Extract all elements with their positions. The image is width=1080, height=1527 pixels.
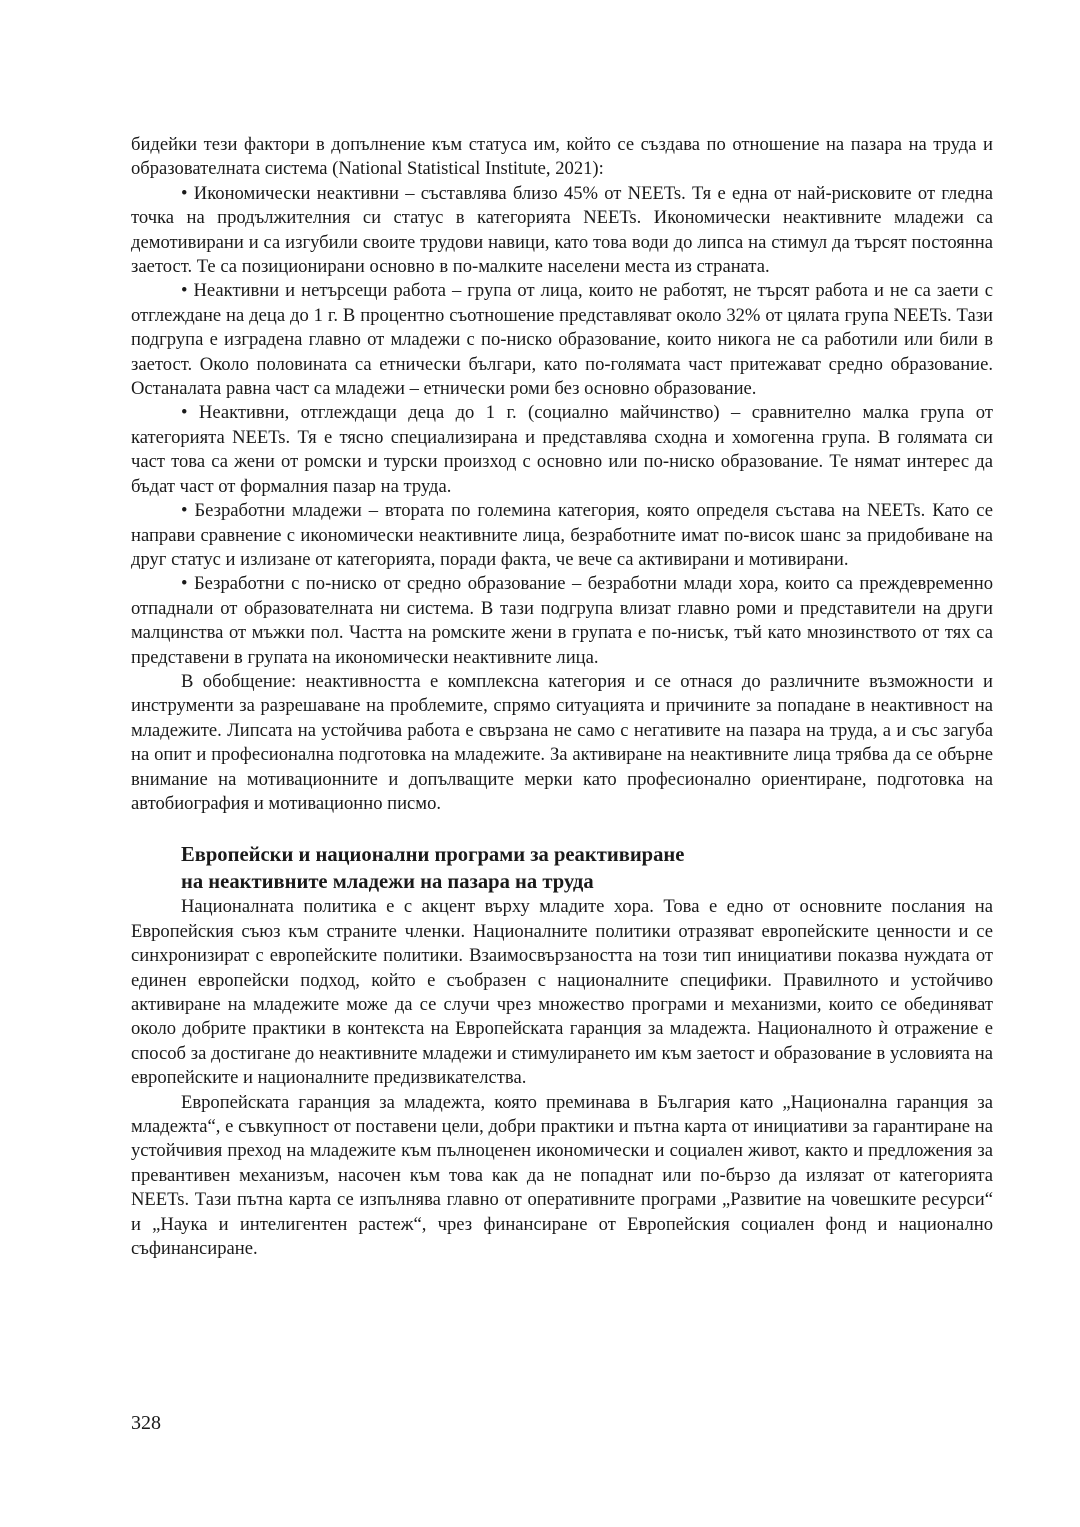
page-number: 328 bbox=[131, 1412, 161, 1434]
paragraph-intro: бидейки тези фактори в допълнение към статуса им, който се създава по отношение на пазара на труда и образователната система (National Statistical Institute, 2021): bbox=[131, 134, 993, 180]
paragraph-economically-inactive: • Икономически неактивни – съставлява близо 45% от NEETs. Тя е една от най-рисковите от гледна точка на продължителния си статус в категорията NEETs. Икономически неактивните младежи са демотивирани и са изгубили своите трудови навици, като това води до липса на стимул да търсят постоянна заетост. Те са позиционирани основно в по-малките населени места из страната. bbox=[131, 182, 993, 278]
paragraph-unemployed-youth: • Безработни младежи – втората по големина категория, която определя състава на NEETs. Като се направи сравнение с икономически неактивните лица, безработните имат по-висок шанс за придобиване на друг статус и излизане от категорията, поради факта, че вече са активирани и мотивирани. bbox=[131, 500, 993, 570]
section-heading-line-1: Европейски и национални програми за реактивиране bbox=[181, 844, 685, 867]
paragraph-youth-guarantee: Европейската гаранция за младежта, която преминава в България като „Национална гаранция за младежта“, е съвкупност от поставени цели, добри практики и пътна карта от инициативи за гарантиране на устойчивия преход на младежите към пълноценен икономически и социален живот, както и предложения за превантивен механизъм, насочен към това как да не попаднат или по-бързо да излязат от категорията NEETs. Тази пътна карта се изпълнява главно от оперативните програми „Развитие на човешките ресурси“ и „Наука и интелигентен растеж“, чрез финансиране от Европейския социален фонд и национално съфинансиране. bbox=[131, 1091, 993, 1260]
section-heading-line-2: на неактивните младежи на пазара на труда bbox=[181, 870, 594, 893]
paragraph-national-policy: Националната политика е с акцент върху младите хора. Това е едно от основните послания на Европейския съюз към страните членки. Националните политики отразяват европейските ценности и се синхронизират с европейските политики. Взаимосвързаността на този тип инициативи показва нуждата от единен европейски подход, който е съобразен с националните специфики. Правилното и устойчиво активиране на младежите може да се случи чрез множество програми и механизми, които се обединяват около добрите практики в контекста на Европейската гаранция за младежта. Националното ѝ отражение е способ за достигане до неактивните младежи и стимулирането им към заетост и образование в условията на европейските и националните предизвикателства. bbox=[131, 896, 993, 1089]
paragraph-inactive-not-seeking: • Неактивни и нетърсещи работа – група от лица, които не работят, не търсят работа и не са заети с отглеждане на деца до 1 г. В процентно съотношение представляват около 32% от цялата група NEETs. Тази подгрупа е изградена главно от младежи с по-ниско образование, които никога не са работили или били в заетост. Около половината са етнически българи, като по-голямата част притежават средно образование. Останалата равна част са младежи – етнически роми без основно образование. bbox=[131, 280, 993, 400]
section-heading bbox=[181, 842, 993, 895]
paragraph-inactive-childcare: • Неактивни, отглеждащи деца до 1 г. (социално майчинство) – сравнително малка група от категорията NEETs. Тя е тясно специализирана и представлява сходна и хомогенна група. В голямата си част това са жени от ромски и турски произход с основно или по-ниско образование. Те нямат интерес да бъдат част от формалния пазар на труда. bbox=[131, 402, 993, 497]
paragraph-summary: В обобщение: неактивността е комплексна категория и се отнася до различните възможности и инструменти за разрешаване на проблемите, спрямо ситуацията и причините за попадане в неактивност на младежите. Липсата на устойчива работа е свързана не само с негативите на пазара на труда, а и със загуба на опит и професионална подготовка на младежите. За активиране на неактивните лица трябва да се обърне внимание на мотивационните и допълващите мерки като професионално ориентиране, подготовка на автобиография и мотивационно писмо. bbox=[131, 670, 993, 814]
body-text bbox=[131, 133, 993, 1261]
paragraph-unemployed-low-education: • Безработни с по-ниско от средно образование – безработни млади хора, които са преждевременно отпаднали от образователната ни система. В тази подгрупа влизат главно роми и представители на други малцинства от мъжки пол. Частта на ромските жени в групата е по-нисък, тъй като мнозинството от тях са представени в групата на икономически неактивните лица. bbox=[131, 573, 993, 668]
